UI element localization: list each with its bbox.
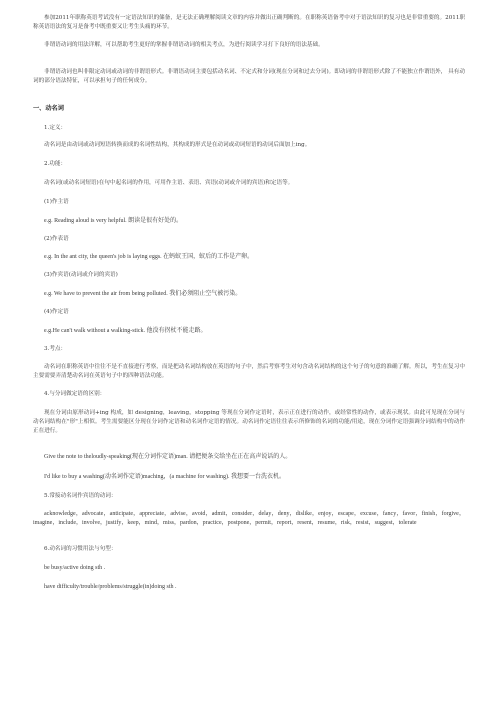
function-attribute-example: e.g.He can't walk without a walking-stick. 他没有拐杖不能走路。 bbox=[44, 328, 207, 334]
difference-example-2: I'd like to buy a washing(动名词作定语)maching，(a machine for washing). 我想要一台洗衣机。 bbox=[44, 474, 286, 480]
test-points-label: 3.考点： bbox=[44, 346, 67, 352]
function-label: 2.功能： bbox=[44, 161, 67, 167]
function-predicative-label: (2)作表语 bbox=[44, 236, 69, 242]
function-object-label: (3)作宾语(动词或介词的宾语) bbox=[44, 272, 118, 278]
definition-text: 动名词是由动词或动词短语转换而成的名词性结构，其构成的形式是在动词或动词短语的动词后面加上ing。 bbox=[44, 142, 311, 148]
function-attribute-label: (4)作定语 bbox=[44, 309, 69, 315]
difference-text: 现在分词由原形动词+ing 构成，如 designing，leaving，stopping 等现在分词作定语时，表示正在进行的动作，或经常性的动作，或表示现状。由此可见现在分词与动名词结构在"形"上相似。考生需要能区分现在分词作定语和动名词作定语的情况。动名词作定语往往表示所修饰的名词的功能/用途，现在分词作定语强调分词结构中的动作正在进行。 bbox=[33, 410, 465, 434]
usage-pattern-2: have difficulty/trouble/problems/struggle(in)doing sth . bbox=[44, 584, 177, 590]
definition-label: 1.定义： bbox=[44, 125, 67, 131]
function-predicative-example: e.g. In the ant city, the queen's job is laying eggs. 在蚂蚁王国，蚁后的工作是产卵。 bbox=[44, 254, 254, 260]
section-heading-gerund: 一、动名词 bbox=[33, 105, 64, 112]
difference-label: 4.与分词做定语的区别： bbox=[44, 391, 106, 397]
usage-pattern-1: be busy/active doing sth . bbox=[44, 565, 106, 571]
test-points-text: 动名词在职称英语中往往不是不直接进行考察，而是把动名词结构放在英语的句子中，然后考察考生对句含动名词结构的这个句子的句意的准确了解。所以，考生在复习中主要需要弄清楚动名词在英语句子中的四种语法功能。 bbox=[33, 364, 465, 379]
function-subject-example: e.g. Reading aloud is very helpful. 朗读是很有好处的。 bbox=[44, 218, 183, 224]
intro-paragraph: 参加2011年职称英语考试没有一定语法知识的储备，是无法正确理解阅读文章的内容并做出正确判断的。在职称英语备考中对于语法知识的复习也是非常重要的。2011职称英语语法的复习是备考中既重要又让考生头痛的环节。 bbox=[33, 15, 465, 30]
paragraph-nonfinite-purpose: 非谓语动词的用法详解，可以帮助考生更好的掌握非谓语动词的相关考点，为进行阅读学习打下良好的语法基础。 bbox=[44, 42, 324, 48]
function-text: 动名词(或动名词短语)在句中起名词的作用，可用作主语、表语、宾语(动词或介词的宾语)和定语等。 bbox=[44, 180, 294, 186]
difference-example-1: Give the note to theloudly-speaking(现在分词作定语)man. 请把便条交给坐在正在高声说话的人。 bbox=[44, 454, 292, 460]
common-verbs-list: acknowledge，advocate，anticipate，appreciate，advise，avoid，admit，consider，delay，deny，dislike，enjoy，escape，excuse，fancy，favor，finish，forgive，imagine，include，involve，justify，keep，mind，miss，pardon，practice，postpone，permit，report，resent，resume，risk，resist，suggest，tolerate bbox=[33, 511, 465, 526]
function-object-example: e.g. We have to prevent the air from being polluted. 我们必须阻止空气被污染。 bbox=[44, 291, 242, 297]
function-subject-label: (1)作主语 bbox=[44, 199, 69, 205]
usage-label: 6.动名词的习惯用法与句型： bbox=[44, 546, 117, 552]
paragraph-nonfinite-definition: 非谓语动词也叫非限定动词或动词的非谓语形式。非谓语动词主要包括动名词、不定式和分词(现在分词和过去分词)。即动词的非谓语形式除了不能独立作谓语外， 具有动词的部分语法特征，可以承担句子的任何成分。 bbox=[33, 69, 465, 84]
common-verbs-label: 5.常接动名词作宾语的动词： bbox=[44, 493, 117, 499]
